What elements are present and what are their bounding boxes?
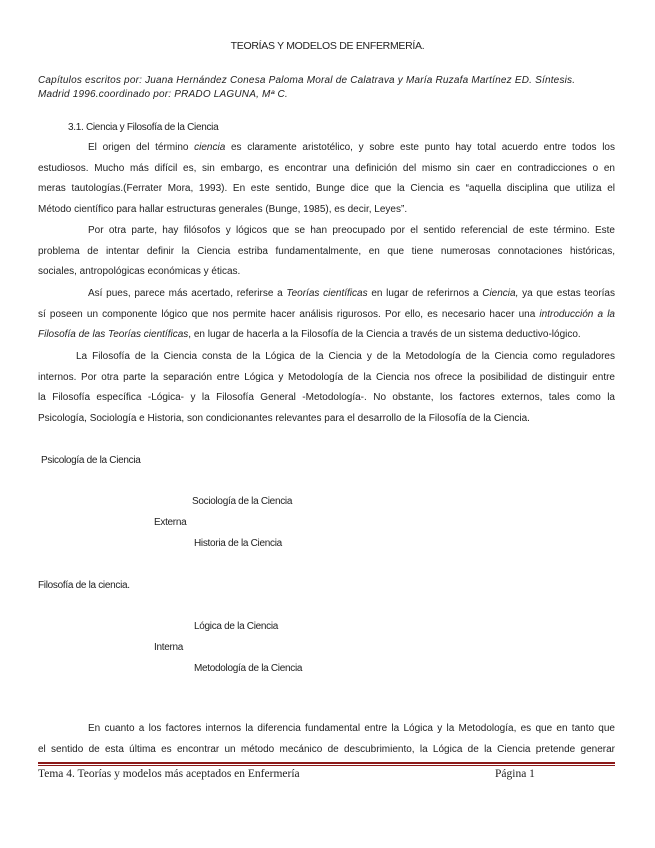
paragraph-5 [38,719,615,760]
credits-line-1: Capítulos escritos por: Juana Hernández Conesa Paloma Moral de Calatrava y María Ruzafa Martínez ED. Síntesis. [38,75,576,86]
paragraph-5-line: el sentido de esta última es encontrar un método mecánico de descubrimiento, la Lógica de la Ciencia pretende generar [38,743,615,755]
paragraph-4 [38,347,615,429]
paragraph-4-line: Psicología, Sociología e Historia, son condicionantes relevantes para el desarrollo de la Filosofía de la Ciencia. [38,412,530,424]
paragraph-1-line: Método científico para hallar estructuras generales (Bunge, 1985), es decir, Leyes”. [38,203,408,215]
diagram-interna: Interna [154,642,184,653]
paragraph-4-line: La Filosofía de la Ciencia consta de la Lógica de la Ciencia y de la Metodología de la Ciencia como reguladores [76,351,615,362]
paragraph-3-line: sí poseen un componente lógico que nos permite hacer análisis rigurosos. Por ello, es necesario hacer una introducción a la [38,308,615,320]
paragraph-4-line: internos. Por otra parte la separación entre Lógica y Metodología de la Ciencia nos ofrece la posibilidad de distinguir entre [38,371,615,383]
document-title: TEORÍAS Y MODELOS DE ENFERMERÍA. [230,40,425,52]
diagram-psicologia: Psicología de la Ciencia [41,455,141,466]
paragraph-1-line: El origen del término ciencia es claramente aristotélico, y sobre este punto hay total acuerdo entre todos los [88,142,615,153]
paragraph-3-line: Filosofía de las Teorías científicas, en lugar de hacerla a la Filosofía de la Ciencia a través de un sistema deductivo-lógico. [38,329,581,340]
paragraph-2 [38,221,615,283]
paragraph-1-line: meras tautologías.(Ferrater Mora, 1993). En este sentido, Bunge dice que la Ciencia es “aquella disciplina que utiliza el [38,183,615,194]
paragraph-2-line: problema de intentar definir la Ciencia estriba fundamentalmente, en que tiene numerosas connotaciones históricas, [38,245,615,257]
diagram-externa: Externa [154,517,187,528]
paragraph-5-line: En cuanto a los factores internos la diferencia fundamental entre la Lógica y la Metodología, es que en tanto que [88,723,615,734]
paragraph-1-line: estudiosos. Mucho más difícil es, sin embargo, es encontrar una definición del mismo sin caer en contradicciones o en [38,162,615,174]
paragraph-3-line: Así pues, parece más acertado, referirse a Teorías científicas en lugar de referirnos a Ciencia, ya que estas teorías [88,288,615,299]
section-heading: 3.1. Ciencia y Filosofía de la Ciencia [68,122,219,133]
diagram-metodologia: Metodología de la Ciencia [194,663,303,674]
paragraph-4-line: la Filosofía específica -Lógica- y la Filosofía General -Metodología-. No obstante, los factores externos, tales como la [38,392,615,403]
footer-label: Tema 4. Teorías y modelos más aceptados en Enfermería [38,768,300,780]
diagram-filosofia: Filosofía de la ciencia. [38,580,130,591]
diagram-sociologia: Sociología de la Ciencia [192,496,293,507]
paragraph-1 [38,138,615,220]
diagram-logica: Lógica de la Ciencia [194,621,279,632]
diagram-historia: Historia de la Ciencia [194,538,282,549]
paragraph-2-line: Por otra parte, hay filósofos y lógicos que se han preocupado por el sentido referencial de este término. Este [88,225,615,236]
paragraph-2-line: sociales, antropológicas económicas y éticas. [38,266,241,277]
credits-line-2: Madrid 1996.coordinado por: PRADO LAGUNA, Mª C. [38,89,288,100]
footer-rule [38,762,615,764]
page-number: Página 1 [495,768,535,780]
footer-rule-thin [38,765,615,766]
paragraph-3 [38,284,615,346]
